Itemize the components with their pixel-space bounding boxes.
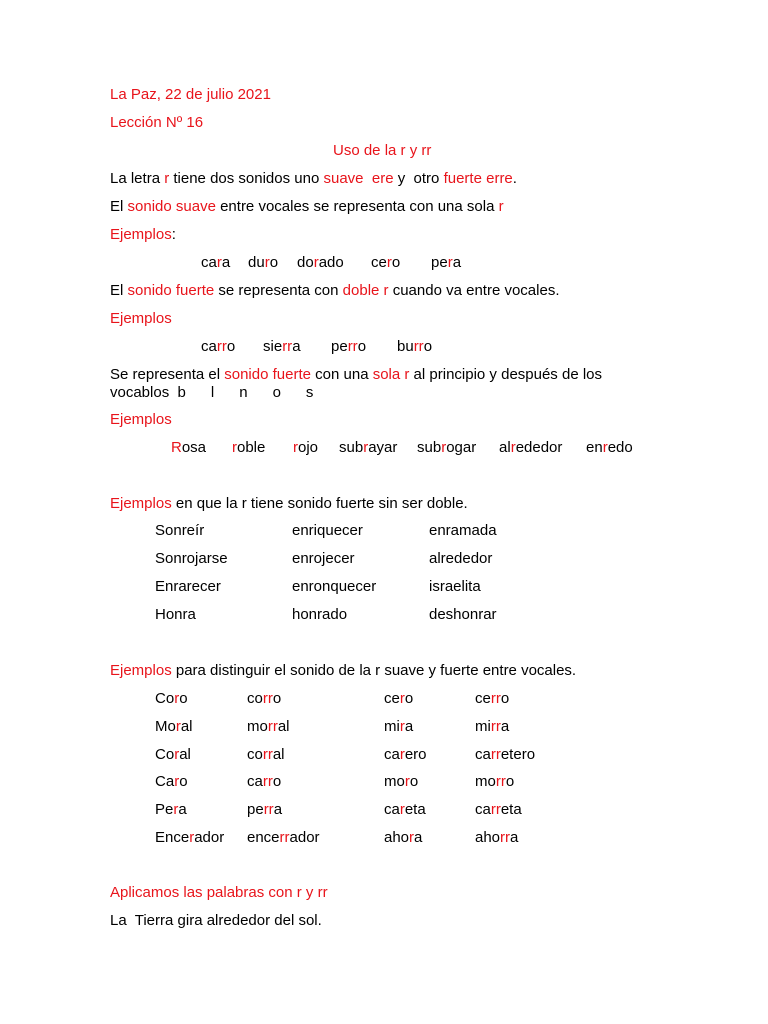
text-segment: etero [500, 745, 536, 763]
highlight-text: r [498, 198, 504, 215]
table-cell: alrededor [429, 550, 493, 567]
text-segment: oble [237, 439, 266, 456]
sin-doble-heading [110, 495, 468, 513]
text-segment: ce [475, 690, 491, 707]
text-segment: Ence [155, 829, 190, 846]
highlight-text: r [399, 717, 405, 735]
highlight-text: rr [262, 690, 273, 707]
text-segment: sub [339, 439, 364, 456]
highlight-text: r [399, 690, 405, 707]
text-segment: mo [247, 717, 268, 735]
text-segment: eta [404, 801, 426, 819]
highlight-text: rr [347, 338, 358, 355]
text-segment: a [404, 717, 414, 735]
highlight-text: rr [263, 801, 274, 819]
text-segment: edo [607, 439, 633, 456]
highlight-text: rr [490, 745, 501, 763]
highlight-text: r [175, 717, 181, 735]
highlight-text: r [264, 254, 270, 271]
highlight-text: ere [371, 170, 394, 187]
text-segment: o [272, 773, 282, 791]
date-line: La Paz, 22 de julio 2021 [110, 86, 271, 103]
table-cell [475, 773, 514, 791]
text-segment: ca [475, 801, 491, 819]
text-segment: La letra [110, 170, 165, 187]
text-segment: a [452, 254, 462, 271]
text-segment: vocablos b l n o s [110, 384, 314, 401]
highlight-text: rr [490, 717, 501, 735]
text-segment: ca [384, 745, 400, 763]
table-cell [155, 690, 188, 708]
text-segment: ca [201, 254, 217, 271]
text-segment: ca [475, 745, 491, 763]
text-segment: Co [155, 745, 175, 763]
text-segment: al [272, 745, 285, 763]
highlight-text: r [313, 254, 319, 271]
lesson-title: Uso de la r y rr [333, 142, 432, 159]
highlight-text: r [174, 773, 180, 791]
highlight-text: r [232, 439, 237, 456]
example-word [232, 439, 265, 457]
table-cell [384, 718, 413, 736]
ejemplos-heading-1: Ejemplos: [110, 226, 176, 243]
text-segment: Ca [155, 773, 175, 791]
text-segment: pe [431, 254, 448, 271]
text-segment: a [500, 717, 510, 735]
text-segment: mi [475, 717, 491, 735]
highlight-text: r [409, 829, 415, 846]
highlight-text: r [164, 170, 170, 187]
text-segment: ence [247, 829, 280, 846]
text-segment: o [391, 254, 401, 271]
text-segment: mi [384, 717, 400, 735]
text-segment: ador [194, 829, 225, 846]
text-segment: ero [404, 745, 427, 763]
text-segment: sie [263, 338, 283, 355]
ejemplos-heading-2: Ejemplos [110, 310, 172, 327]
text-segment: ce [371, 254, 387, 271]
aplicamos-heading: Aplicamos las palabras con r y rr [110, 884, 328, 901]
table-cell: enronquecer [292, 578, 377, 595]
highlight-text: r [293, 439, 298, 456]
table-cell [155, 718, 193, 736]
text-segment: en [586, 439, 603, 456]
text-segment: El [110, 282, 128, 299]
text-segment: pe [331, 338, 348, 355]
text-segment: entre vocales se representa con una sola [215, 198, 499, 215]
table-cell: deshonrar [429, 606, 497, 623]
text-segment: bu [397, 338, 414, 355]
text-segment: co [247, 745, 263, 763]
ejemplos-heading-3: Ejemplos [110, 411, 172, 428]
fuerte-rule-line [110, 282, 560, 300]
text-segment: a [273, 801, 283, 819]
table-cell [247, 690, 281, 708]
highlight-text: rr [413, 338, 424, 355]
table-cell [155, 773, 188, 791]
example-word [417, 439, 476, 457]
text-segment: El [110, 198, 128, 215]
highlight-text: rr [262, 773, 273, 791]
text-segment: osa [181, 439, 207, 456]
highlight-text: rr [490, 801, 501, 819]
highlight-text: rr [267, 717, 278, 735]
text-segment: Co [155, 690, 175, 707]
text-segment: eta [500, 801, 522, 819]
text-segment: o [404, 690, 414, 707]
table-cell [384, 690, 413, 708]
highlight-text: Ejemplos [110, 495, 172, 512]
text-segment: o [409, 773, 419, 791]
text-segment: sub [417, 439, 442, 456]
example-word [263, 338, 301, 356]
highlight-text: r [216, 254, 222, 271]
text-segment: ador [289, 829, 320, 846]
text-segment: a [221, 254, 231, 271]
highlight-text: sola r [372, 366, 410, 383]
highlight-text: sonido fuerte [224, 366, 311, 383]
highlight-text: fuerte erre [443, 170, 513, 187]
table-cell: enramada [429, 522, 497, 539]
table-cell [475, 746, 535, 764]
text-segment: ojo [298, 439, 319, 456]
text-segment: do [297, 254, 314, 271]
highlight-text: rr [262, 745, 273, 763]
text-segment: ado [318, 254, 344, 271]
table-cell [475, 690, 509, 708]
text-segment: se representa con [214, 282, 343, 299]
table-cell [155, 829, 224, 847]
text-segment: o [179, 773, 188, 791]
intro-line-1 [110, 170, 517, 188]
highlight-text: rr [500, 829, 511, 846]
text-segment: aho [384, 829, 410, 846]
text-segment: ca [201, 338, 217, 355]
highlight-text: suave [323, 170, 364, 187]
table-cell: Sonrojarse [155, 550, 228, 567]
highlight-text: r [363, 439, 369, 456]
text-segment: cuando va entre vocales. [388, 282, 560, 299]
text-segment: o [357, 338, 367, 355]
text-segment: o [505, 773, 515, 791]
text-segment: ce [384, 690, 400, 707]
text-segment: en que la r tiene sonido fuerte sin ser doble. [171, 495, 468, 512]
text-segment: Pe [155, 801, 174, 819]
highlight-text: doble r [342, 282, 389, 299]
text-segment: ayar [368, 439, 398, 456]
highlight-text: r [399, 745, 405, 763]
text-segment: pe [247, 801, 264, 819]
text-segment: Se representa el [110, 366, 225, 383]
example-word [171, 439, 206, 457]
text-segment: o [272, 690, 282, 707]
example-word [339, 439, 397, 457]
highlight-text: r [510, 439, 516, 456]
example-word [371, 254, 400, 272]
table-cell [155, 801, 187, 819]
distinguir-heading [110, 662, 576, 680]
table-cell: honrado [292, 606, 348, 623]
text-segment: a [510, 829, 519, 846]
table-cell: enriquecer [292, 522, 363, 539]
lesson-number: Lección Nº 16 [110, 114, 204, 131]
text-segment: ca [384, 801, 400, 819]
highlight-text: r [386, 254, 392, 271]
table-cell [384, 746, 427, 764]
table-cell [475, 718, 509, 736]
highlight-text: Ejemplos [110, 662, 172, 679]
principio-rule-line-1 [110, 366, 602, 384]
table-cell [475, 801, 522, 819]
table-cell [247, 718, 290, 736]
highlight-text: r [189, 829, 195, 846]
highlight-text: r [441, 439, 447, 456]
highlight-text: sonido fuerte [127, 282, 215, 299]
text-segment: con una [310, 366, 373, 383]
highlight-text: sonido suave [127, 198, 216, 215]
text-segment: aho [475, 829, 501, 846]
text-segment: a [178, 801, 187, 819]
text-segment: mo [384, 773, 405, 791]
table-cell [247, 801, 282, 819]
example-word [586, 439, 633, 457]
text-segment [364, 170, 372, 187]
table-cell [247, 746, 285, 764]
highlight-text: rr [490, 690, 501, 707]
text-segment: ogar [446, 439, 477, 456]
highlight-text: R [171, 439, 182, 456]
text-segment: ca [247, 773, 263, 791]
text-segment: a [414, 829, 423, 846]
text-segment: ededor [515, 439, 563, 456]
text-segment: al [179, 745, 191, 763]
table-cell [247, 829, 320, 847]
example-word [201, 254, 230, 272]
table-cell: Enrarecer [155, 578, 221, 595]
intro-line-2 [110, 198, 504, 216]
highlight-text: r [399, 801, 405, 819]
table-cell [247, 773, 281, 791]
example-word [431, 254, 461, 272]
table-cell: israelita [429, 578, 481, 595]
text-segment: o [179, 690, 188, 707]
highlight-text: r [174, 690, 180, 707]
aplicamos-sentence: La Tierra gira alrededor del sol. [110, 912, 322, 929]
ejemplos-label: Ejemplos [110, 226, 172, 243]
example-word [297, 254, 344, 272]
text-segment: . [512, 170, 517, 187]
table-cell [384, 829, 422, 847]
table-cell [384, 801, 426, 819]
text-segment: Mo [155, 717, 176, 735]
table-cell [475, 829, 518, 847]
text-segment: para distinguir el sonido de la r suave y fuerte entre vocales. [171, 662, 577, 679]
text-segment: al [180, 717, 193, 735]
table-cell: Sonreír [155, 522, 205, 539]
table-cell: Honra [155, 606, 196, 623]
text-segment: du [248, 254, 265, 271]
text-segment: al [277, 717, 290, 735]
example-word [499, 439, 562, 457]
highlight-text: rr [282, 338, 293, 355]
example-word [331, 338, 366, 356]
text-segment: o [226, 338, 236, 355]
text-segment: mo [475, 773, 496, 791]
example-word [293, 439, 318, 457]
example-word [201, 338, 235, 356]
highlight-text: r [404, 773, 410, 791]
highlight-text: r [173, 801, 179, 819]
highlight-text: r [174, 745, 180, 763]
table-cell [384, 773, 418, 791]
text-segment: o [269, 254, 279, 271]
principio-rule-line-2 [110, 384, 313, 402]
table-cell [155, 746, 191, 764]
highlight-text: r [602, 439, 608, 456]
text-segment: o [423, 338, 433, 355]
text-segment: al [499, 439, 511, 456]
example-word [248, 254, 278, 272]
table-cell: enrojecer [292, 550, 355, 567]
text-segment: co [247, 690, 263, 707]
highlight-text: rr [216, 338, 227, 355]
text-segment: y otro [393, 170, 444, 187]
text-segment: a [292, 338, 301, 355]
highlight-text: rr [495, 773, 506, 791]
text-segment: tiene dos sonidos uno [169, 170, 324, 187]
highlight-text: rr [279, 829, 290, 846]
text-segment: o [500, 690, 510, 707]
example-word [397, 338, 432, 356]
text-segment: al principio y después de los [409, 366, 603, 383]
highlight-text: r [447, 254, 453, 271]
